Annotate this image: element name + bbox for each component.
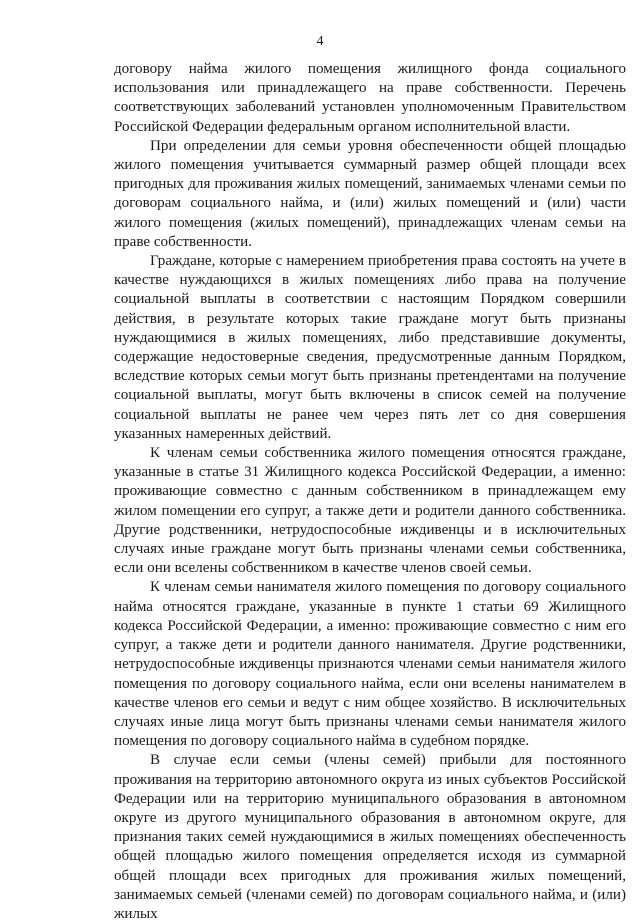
page-number: 4 bbox=[316, 34, 324, 49]
paragraph-2: При определении для семьи уровня обеспеченности общей площадью жилого помещения учитывается суммарный размер общей площади всех пригодных для проживания жилых помещений, занимаемых членами семьи по договорам социального найма, и (или) жилых помещений и (или) части жилого помещения (жилых помещений), принадлежащих членам семьи на праве собственности. bbox=[114, 137, 626, 250]
paragraph-1: договору найма жилого помещения жилищного фонда социального использования или принадлежащего на праве собственности. Перечень соответствующих заболеваний установлен уполномоченным Правительством Российской Федерации федеральным органом исполнительной власти. bbox=[114, 61, 626, 135]
paragraph-6: В случае если семьи (члены семей) прибыли для постоянного проживания на территорию автономного округа из иных субъектов Российской Федерации или на территорию муниципального образования в автономном округе из другого муниципального образования в автономном округе, для признания таких семей нуждающимися в жилых помещениях обеспеченность общей площадью жилого помещения определяется исходя из суммарной общей площади всех пригодных для проживания жилых помещений, занимаемых семьей (членами семей) по договорам социального найма, и (или) жилых bbox=[114, 752, 626, 922]
paragraph-5: К членам семьи нанимателя жилого помещения по договору социального найма относятся граждане, указанные в пункте 1 статьи 69 Жилищного кодекса Российской Федерации, а именно: проживающие совместно с ним его супруг, а также дети и родители данного нанимателя. Другие родственники, нетрудоспособные иждивенцы признаются членами семьи нанимателя жилого помещения по договору социального найма, если они вселены нанимателем в качестве членов его семьи и ведут с ним общее хозяйство. В исключительных случаях иные лица могут быть признаны членами семьи нанимателя жилого помещения по договору социального найма в судебном порядке. bbox=[114, 579, 626, 750]
paragraph-3: Граждане, которые с намерением приобретения права состоять на учете в качестве нуждающихся в жилых помещениях либо права на получение социальной выплаты в соответствии с настоящим Порядком совершили действия, в результате которых такие граждане могут быть признаны нуждающимися в жилых помещениях, либо представившие документы, содержащие недостоверные сведения, предусмотренные данным Порядком, вследствие которых семьи могут быть признаны претендентами на получение социальной выплаты, могут быть включены в список семей на получение социальной выплаты не ранее чем через пять лет со дня совершения указанных намеренных действий. bbox=[114, 253, 626, 442]
document-body bbox=[114, 60, 626, 924]
paragraph-4: К членам семьи собственника жилого помещения относятся граждане, указанные в статье 31 Жилищного кодекса Российской Федерации, а именно: проживающие совместно с данным собственником в принадлежащем ему жилом помещении его супруг, а также дети и родители данного собственника. Другие родственники, нетрудоспособные иждивенцы и в исключительных случаях иные граждане могут быть признаны членами семьи собственника, если они вселены собственником в качестве членов своей семьи. bbox=[114, 445, 626, 577]
